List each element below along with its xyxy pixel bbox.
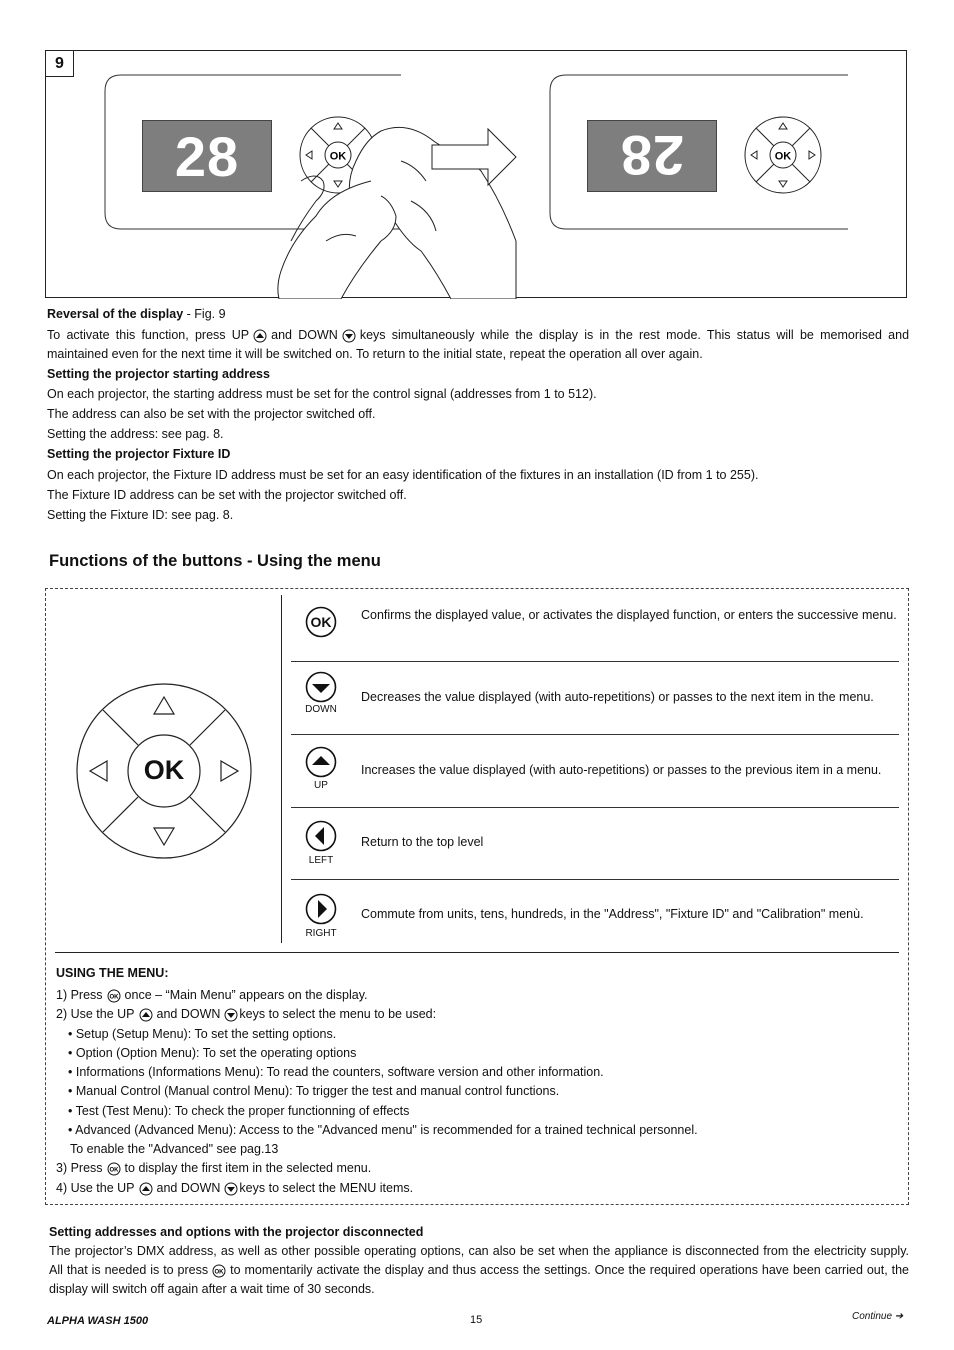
- display-before: 28: [142, 120, 272, 192]
- ok-icon-text: OK: [310, 614, 332, 630]
- right-button-icon: [305, 893, 337, 925]
- arrow-right-icon: [430, 127, 520, 187]
- disconnected-text: [49, 1242, 909, 1299]
- table-divider: [281, 595, 282, 943]
- ok-key-icon: [212, 1264, 226, 1278]
- down-button-icon: [305, 671, 337, 703]
- disconnected-text-b: to momentarily activate the display and thus access the settings. Once the required operations have been carried out, the display will switch off again after a wait time of 30 seconds.: [49, 1263, 909, 1296]
- menu-bullet: • Advanced (Advanced Menu): Access to the "Advanced menu" is recommended for a trained technical personnel.: [68, 1123, 698, 1137]
- button-row-up: [291, 735, 899, 808]
- button-description: Return to the top level: [361, 835, 484, 849]
- down-key-icon: [224, 1182, 238, 1196]
- up-button-icon: [305, 746, 337, 778]
- svg-text:OK: OK: [329, 150, 347, 163]
- ok-key-icon: [107, 1162, 121, 1176]
- using-step-4: [56, 1179, 413, 1198]
- keypad-ok-label: OK: [143, 755, 185, 785]
- advanced-note: To enable the "Advanced" see pag.13: [70, 1142, 279, 1156]
- start-address-title-text: Setting the projector starting address: [47, 367, 270, 381]
- step-text: and DOWN: [156, 1007, 221, 1021]
- menu-bullet: • Option (Option Menu): To set the operating options: [68, 1046, 357, 1060]
- disconnected-title-text: Setting addresses and options with the projector disconnected: [49, 1225, 424, 1239]
- using-step-1: [56, 986, 368, 1005]
- menu-bullet: • Test (Test Menu): To check the proper functionning of effects: [68, 1104, 410, 1118]
- button-label: UP: [314, 780, 328, 791]
- button-description: Confirms the displayed value, or activates the displayed function, or enters the successive menu.: [361, 608, 897, 622]
- button-label: LEFT: [308, 855, 334, 866]
- button-description: Commute from units, tens, hundreds, in the "Address", "Fixture ID" and "Calibration" menù.: [361, 907, 864, 921]
- figure-9: [45, 50, 907, 298]
- reversal-title: Reversal of the display: [47, 307, 184, 321]
- disconnected-text-a: The projector’s DMX address, as well as other possible operating options, can also be set when the appliance is disconnected from the electricity supply. All that is needed is to press: [49, 1244, 909, 1277]
- button-row-right: [291, 880, 899, 944]
- button-label: RIGHT: [305, 928, 337, 939]
- footer-page-number: 15: [470, 1314, 483, 1326]
- step-text: 1) Press: [56, 988, 103, 1002]
- start-address-line: The address can also be set with the projector switched off.: [47, 407, 376, 421]
- button-row-ok: [291, 595, 899, 662]
- button-row-down: [291, 662, 899, 735]
- step-text: and DOWN: [156, 1181, 221, 1195]
- step-text: 4) Use the UP: [56, 1181, 135, 1195]
- step-text: to display the first item in the selected menu.: [124, 1161, 372, 1175]
- menu-bullet: • Setup (Setup Menu): To set the setting options.: [68, 1027, 337, 1041]
- fixture-id-line: Setting the Fixture ID: see pag. 8.: [47, 508, 234, 522]
- svg-text:OK: OK: [109, 1167, 119, 1174]
- svg-text:OK: OK: [109, 994, 119, 1001]
- button-label: DOWN: [305, 704, 337, 715]
- reversal-text-a: To activate this function, press UP: [47, 328, 250, 342]
- up-key-icon: [139, 1182, 153, 1196]
- reversal-title-line: [47, 305, 909, 324]
- fixture-id-title-text: Setting the projector Fixture ID: [47, 447, 231, 461]
- left-button-icon: [305, 820, 337, 852]
- display-after-reversed: 28: [587, 120, 717, 192]
- using-step-3: [56, 1159, 371, 1178]
- step-text: once – “Main Menu” appears on the display.: [124, 988, 368, 1002]
- reversal-text: [47, 326, 909, 364]
- using-menu-title: USING THE MENU:: [56, 966, 169, 980]
- start-address-line: Setting the address: see pag. 8.: [47, 427, 224, 441]
- menu-bullet: • Informations (Informations Menu): To read the counters, software version and other information.: [68, 1065, 604, 1079]
- reversal-text-b: and DOWN: [271, 328, 338, 342]
- table-divider: [55, 952, 899, 953]
- step-text: keys to select the menu to be used:: [239, 1007, 437, 1021]
- fixture-id-line: The Fixture ID address can be set with the projector switched off.: [47, 488, 407, 502]
- step-text: 2) Use the UP: [56, 1007, 135, 1021]
- footer-product: ALPHA WASH 1500: [47, 1315, 149, 1327]
- button-row-left: [291, 808, 899, 880]
- step-text: keys to select the MENU items.: [239, 1181, 414, 1195]
- button-description: Decreases the value displayed (with auto-repetitions) or passes to the next item in the menu.: [361, 690, 874, 704]
- section-heading: Functions of the buttons - Using the menu: [49, 552, 381, 570]
- keypad-right: [743, 115, 823, 195]
- footer-continue: Continue ➔: [852, 1311, 904, 1322]
- fixture-id-line: On each projector, the Fixture ID address must be set for an easy identification of the fixtures in an installation (ID from 1 to 255).: [47, 468, 759, 482]
- svg-text:OK: OK: [774, 150, 792, 163]
- step-text: 3) Press: [56, 1161, 103, 1175]
- using-step-2: [56, 1005, 436, 1024]
- down-key-icon: [224, 1008, 238, 1022]
- button-description: Increases the value displayed (with auto-repetitions) or passes to the previous item in a menu.: [361, 763, 882, 777]
- down-key-icon: [342, 329, 356, 343]
- start-address-line: On each projector, the starting address must be set for the control signal (addresses from 1 to 512).: [47, 387, 597, 401]
- svg-text:OK: OK: [214, 1269, 224, 1276]
- menu-bullet: • Manual Control (Manual control Menu): To trigger the test and manual control functions.: [68, 1084, 560, 1098]
- reversal-title-suffix: - Fig. 9: [183, 307, 226, 321]
- fixture-id-title: [47, 445, 909, 464]
- start-address-title: [47, 365, 909, 384]
- figure-number: 9: [46, 51, 74, 77]
- up-key-icon: [139, 1008, 153, 1022]
- ok-key-icon: [107, 989, 121, 1003]
- reversal-text-c: keys simultaneously while the display is in the rest mode. This status will be memorised and maintained even for the next time it will be switched on. To return to the initial state, repeat the operation all over again.: [47, 328, 910, 361]
- up-key-icon: [253, 329, 267, 343]
- disconnected-title: [49, 1223, 909, 1242]
